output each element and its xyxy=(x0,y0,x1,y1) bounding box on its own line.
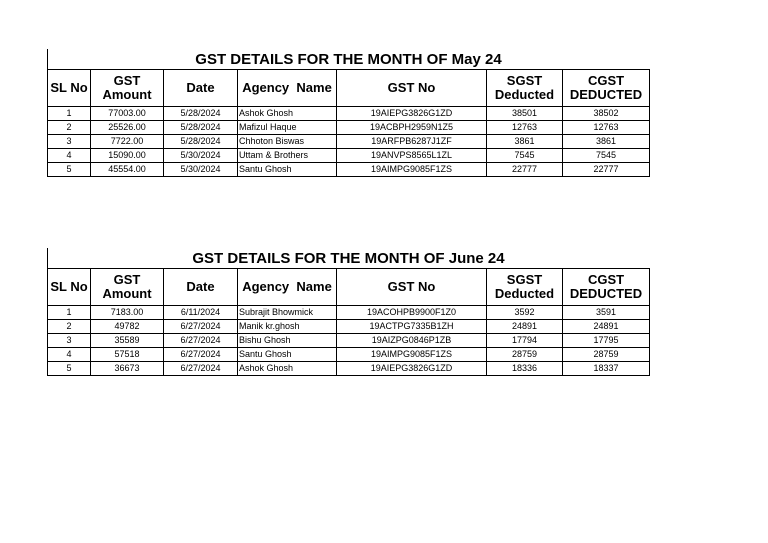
cell-sgst: 12763 xyxy=(487,121,563,135)
table-row xyxy=(48,121,650,135)
col-sgst: SGST Deducted xyxy=(487,70,563,107)
col-date: Date xyxy=(164,269,238,306)
table-row xyxy=(48,149,650,163)
cell-sl-no: 4 xyxy=(48,149,91,163)
cell-agency-name: Santu Ghosh xyxy=(238,163,337,177)
col-gst-no: GST No xyxy=(337,269,487,306)
cell-gst-amount: 36673 xyxy=(91,362,164,376)
table-title: GST DETAILS FOR THE MONTH OF June 24 xyxy=(47,248,649,268)
cell-gst-no: 19AIEPG3826G1ZD xyxy=(337,107,487,121)
gst-table xyxy=(47,268,650,376)
header-row xyxy=(48,269,650,306)
cell-cgst: 3591 xyxy=(563,306,650,320)
cell-sgst: 38501 xyxy=(487,107,563,121)
cell-date: 6/11/2024 xyxy=(164,306,238,320)
cell-date: 6/27/2024 xyxy=(164,362,238,376)
cell-agency-name: Mafizul Haque xyxy=(238,121,337,135)
cell-sgst: 22777 xyxy=(487,163,563,177)
cell-gst-no: 19ARFPB6287J1ZF xyxy=(337,135,487,149)
cell-sgst: 3861 xyxy=(487,135,563,149)
gst-table-june xyxy=(47,248,649,376)
table-row xyxy=(48,163,650,177)
cell-gst-no: 19AIZPG0846P1ZB xyxy=(337,334,487,348)
cell-agency-name: Ashok Ghosh xyxy=(238,107,337,121)
cell-sgst: 18336 xyxy=(487,362,563,376)
cell-cgst: 38502 xyxy=(563,107,650,121)
cell-date: 6/27/2024 xyxy=(164,320,238,334)
cell-cgst: 17795 xyxy=(563,334,650,348)
cell-sgst: 28759 xyxy=(487,348,563,362)
gst-table xyxy=(47,69,650,177)
gst-table-may xyxy=(47,49,649,177)
cell-gst-amount: 15090.00 xyxy=(91,149,164,163)
cell-sl-no: 5 xyxy=(48,163,91,177)
cell-gst-amount: 49782 xyxy=(91,320,164,334)
cell-date: 5/28/2024 xyxy=(164,121,238,135)
table-row xyxy=(48,348,650,362)
cell-gst-no: 19AIMPG9085F1ZS xyxy=(337,348,487,362)
cell-cgst: 18337 xyxy=(563,362,650,376)
col-gst-no: GST No xyxy=(337,70,487,107)
cell-gst-no: 19ANVPS8565L1ZL xyxy=(337,149,487,163)
cell-agency-name: Ashok Ghosh xyxy=(238,362,337,376)
col-sl-no: SL No xyxy=(48,70,91,107)
cell-agency-name: Santu Ghosh xyxy=(238,348,337,362)
cell-cgst: 28759 xyxy=(563,348,650,362)
col-cgst: CGST DEDUCTED xyxy=(563,269,650,306)
table-row xyxy=(48,320,650,334)
cell-cgst: 24891 xyxy=(563,320,650,334)
cell-gst-amount: 45554.00 xyxy=(91,163,164,177)
cell-gst-amount: 7183.00 xyxy=(91,306,164,320)
cell-agency-name: Bishu Ghosh xyxy=(238,334,337,348)
header-row xyxy=(48,70,650,107)
cell-gst-amount: 35589 xyxy=(91,334,164,348)
cell-date: 5/28/2024 xyxy=(164,107,238,121)
cell-sgst: 3592 xyxy=(487,306,563,320)
cell-sl-no: 1 xyxy=(48,306,91,320)
cell-sl-no: 3 xyxy=(48,135,91,149)
cell-gst-no: 19AIMPG9085F1ZS xyxy=(337,163,487,177)
cell-agency-name: Subrajit Bhowmick xyxy=(238,306,337,320)
cell-date: 6/27/2024 xyxy=(164,348,238,362)
cell-sl-no: 2 xyxy=(48,320,91,334)
cell-cgst: 22777 xyxy=(563,163,650,177)
cell-sl-no: 5 xyxy=(48,362,91,376)
cell-gst-amount: 57518 xyxy=(91,348,164,362)
cell-sl-no: 4 xyxy=(48,348,91,362)
cell-gst-no: 19ACBPH2959N1Z5 xyxy=(337,121,487,135)
cell-agency-name: Uttam & Brothers xyxy=(238,149,337,163)
col-agency-name: Agency Name xyxy=(238,269,337,306)
cell-agency-name: Manik kr.ghosh xyxy=(238,320,337,334)
cell-sl-no: 1 xyxy=(48,107,91,121)
cell-agency-name: Chhoton Biswas xyxy=(238,135,337,149)
cell-cgst: 7545 xyxy=(563,149,650,163)
table-row xyxy=(48,306,650,320)
cell-sgst: 17794 xyxy=(487,334,563,348)
cell-date: 6/27/2024 xyxy=(164,334,238,348)
col-date: Date xyxy=(164,70,238,107)
col-cgst: CGST DEDUCTED xyxy=(563,70,650,107)
cell-gst-no: 19AIEPG3826G1ZD xyxy=(337,362,487,376)
cell-date: 5/30/2024 xyxy=(164,163,238,177)
cell-gst-amount: 7722.00 xyxy=(91,135,164,149)
col-sl-no: SL No xyxy=(48,269,91,306)
cell-date: 5/28/2024 xyxy=(164,135,238,149)
col-sgst: SGST Deducted xyxy=(487,269,563,306)
table-row xyxy=(48,135,650,149)
col-gst-amount: GST Amount xyxy=(91,70,164,107)
cell-sl-no: 2 xyxy=(48,121,91,135)
cell-gst-amount: 25526.00 xyxy=(91,121,164,135)
cell-sl-no: 3 xyxy=(48,334,91,348)
cell-cgst: 12763 xyxy=(563,121,650,135)
table-title: GST DETAILS FOR THE MONTH OF May 24 xyxy=(47,49,649,69)
table-row xyxy=(48,107,650,121)
cell-date: 5/30/2024 xyxy=(164,149,238,163)
col-agency-name: Agency Name xyxy=(238,70,337,107)
col-gst-amount: GST Amount xyxy=(91,269,164,306)
cell-sgst: 7545 xyxy=(487,149,563,163)
cell-gst-no: 19ACTPG7335B1ZH xyxy=(337,320,487,334)
cell-gst-amount: 77003.00 xyxy=(91,107,164,121)
table-row xyxy=(48,334,650,348)
table-row xyxy=(48,362,650,376)
cell-cgst: 3861 xyxy=(563,135,650,149)
cell-gst-no: 19ACOHPB9900F1Z0 xyxy=(337,306,487,320)
cell-sgst: 24891 xyxy=(487,320,563,334)
